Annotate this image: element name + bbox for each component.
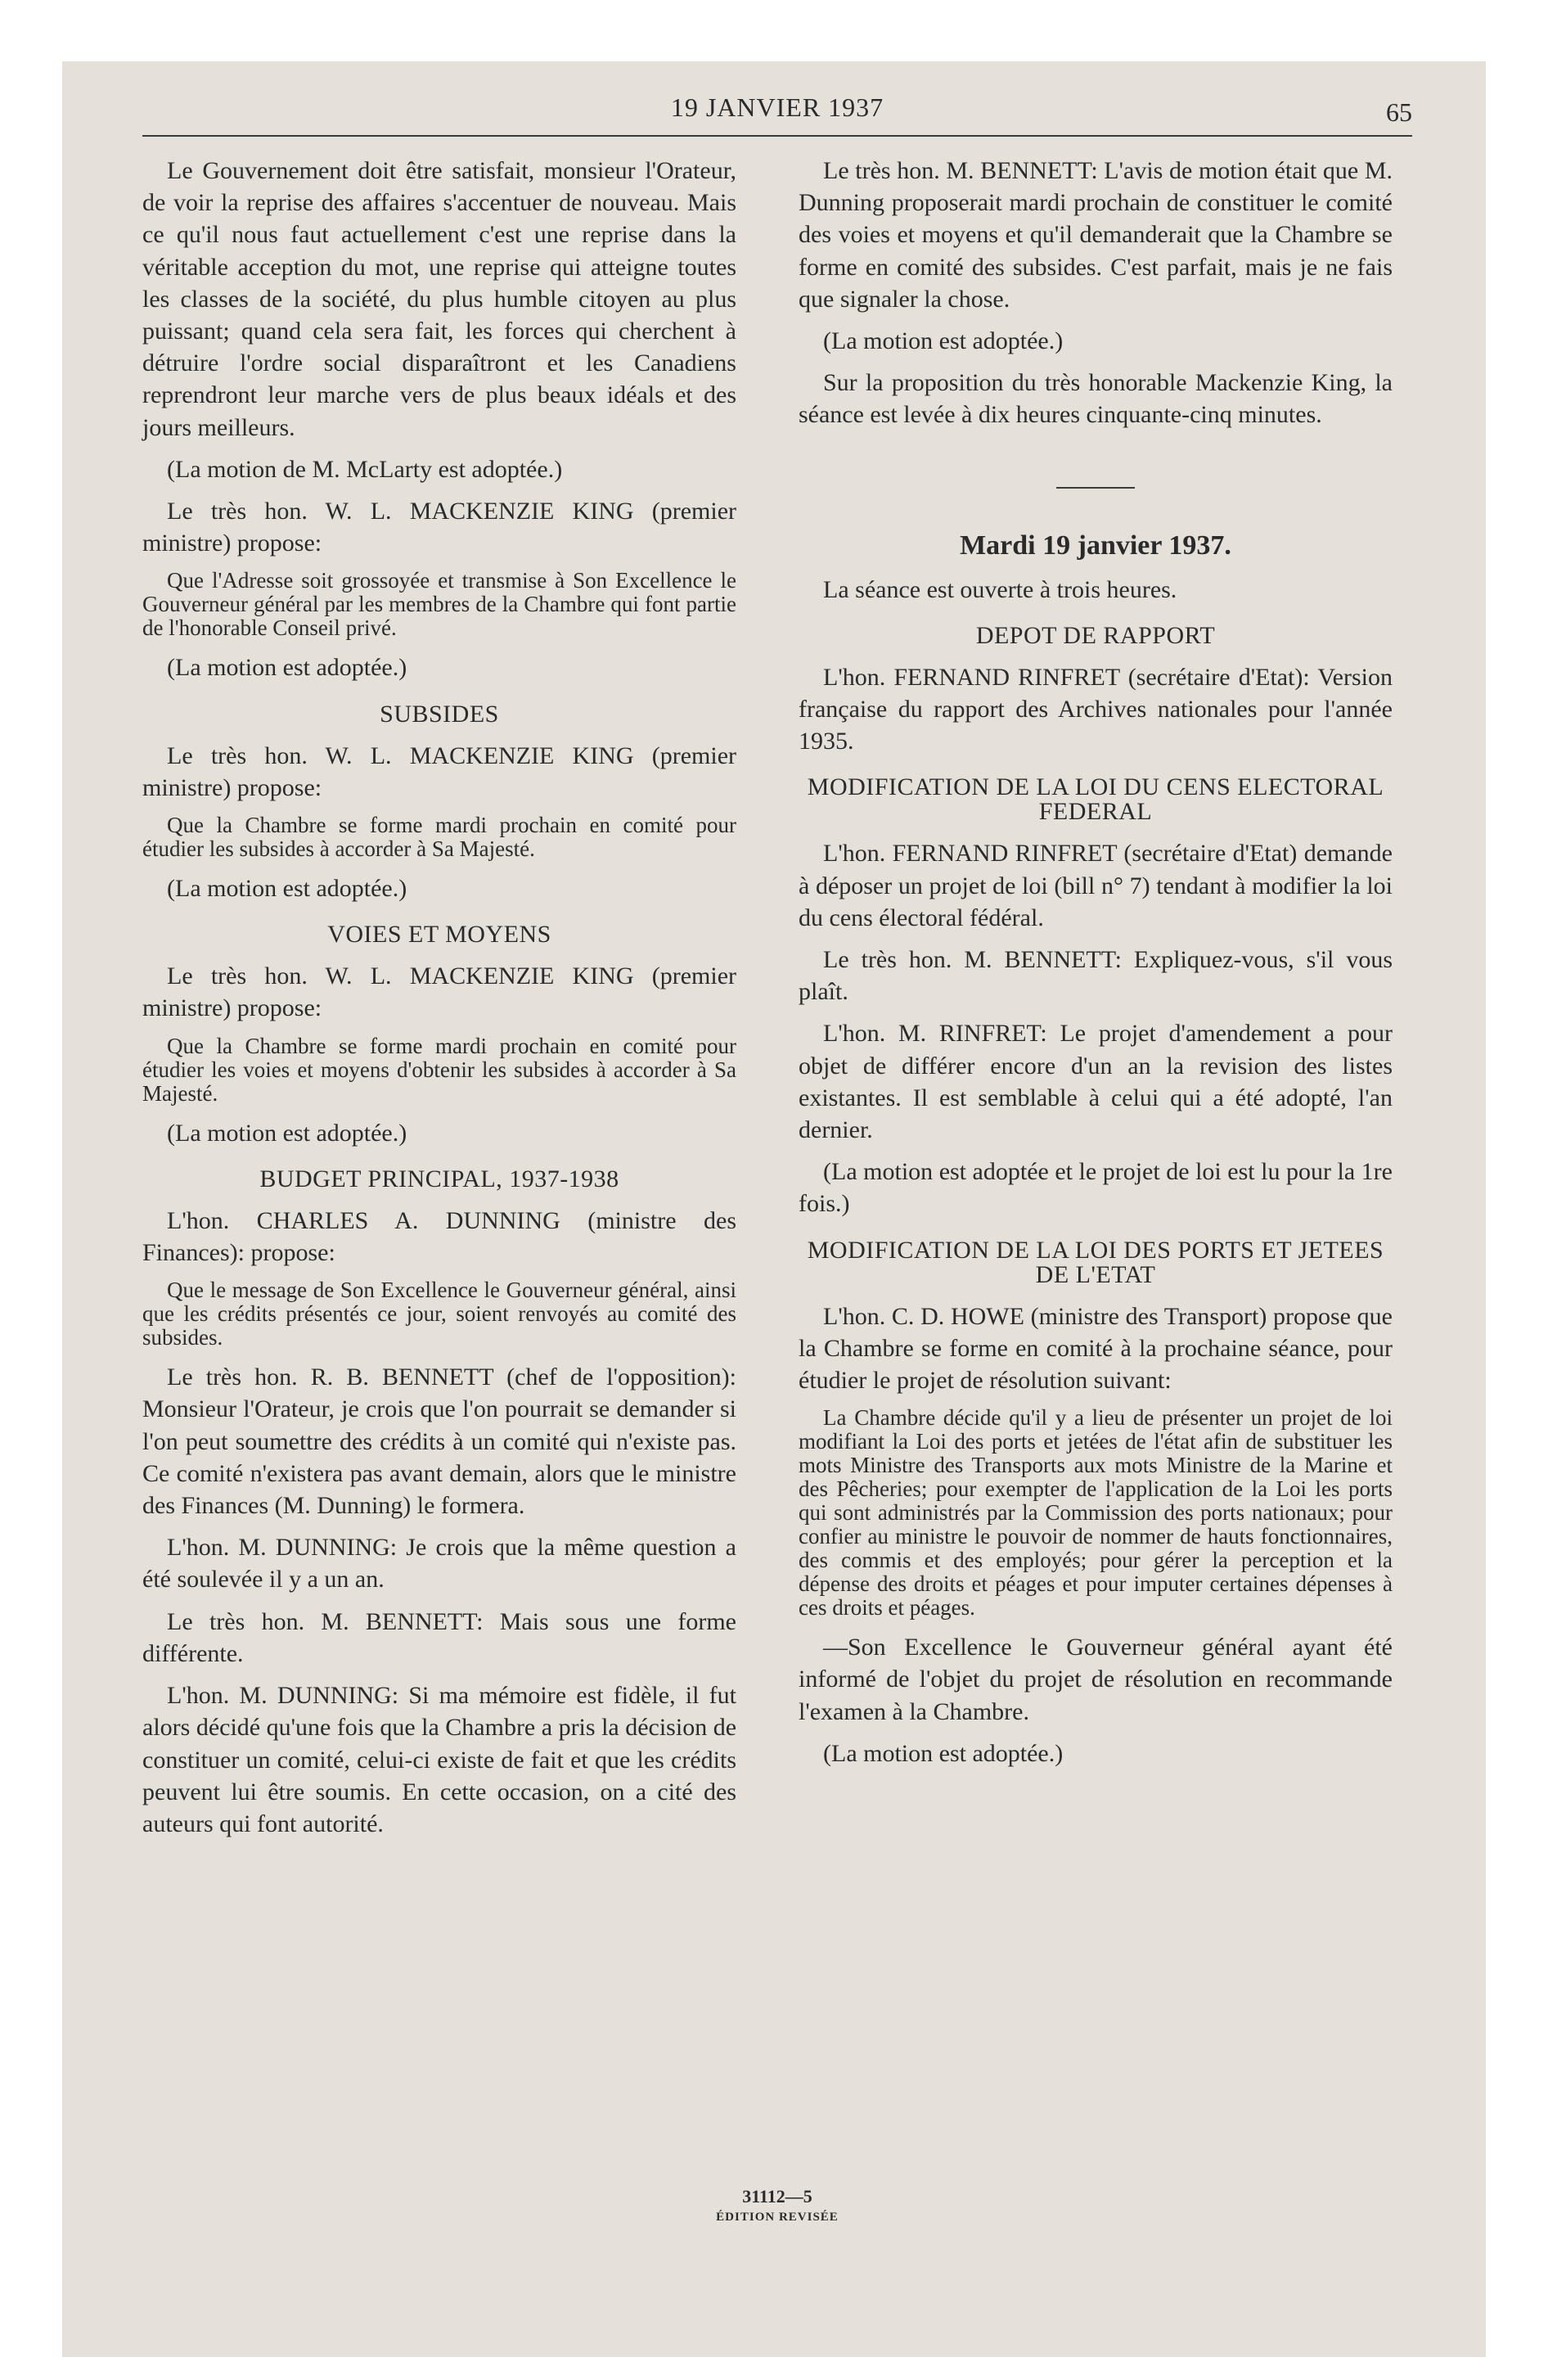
paragraph: (La motion est adoptée.) [167, 875, 407, 903]
left-column [142, 155, 736, 1850]
paragraph: Le très hon. W. L. MACKENZIE KING (premier ministre) propose: [142, 498, 736, 557]
columns [142, 155, 1412, 2103]
section-divider [1056, 487, 1135, 489]
paragraph: Le très hon. M. BENNETT: Expliquez-vous, s'il vous plaît. [799, 946, 1393, 1006]
section-heading: DEPOT DE RAPPORT [975, 621, 1216, 649]
page-footer [142, 2185, 1412, 2226]
paragraph: (La motion est adoptée et le projet de loi est lu pour la 1re fois.) [799, 1158, 1393, 1218]
motion-text: Que le message de Son Excellence le Gouverneur général, ainsi que les crédits présentés ce jour, soient renvoyés au comité des subsides. [142, 1278, 736, 1350]
paragraph: (La motion est adoptée.) [167, 654, 407, 682]
section-heading: VOIES ET MOYENS [327, 921, 551, 949]
running-head [142, 86, 1412, 137]
paragraph: Le très hon. W. L. MACKENZIE KING (premier ministre) propose: [142, 741, 736, 801]
paragraph: Le très hon. M. BENNETT: Mais sous une forme différente. [142, 1607, 736, 1667]
resolution-text: La Chambre décide qu'il y a lieu de présenter un projet de loi modifiant la Loi des ports et jetées de l'état afin de substituer les mots Ministre des Transports aux mots Ministre de la Marine et des Pêcheries; pour exempter de l'application de la Loi les ports qui sont administrés par la Commission des ports nationaux; pour confier au ministre le pouvoir de nommer de hauts fonctionnaires, des commis et des employés; pour gérer la perception et la dépense des droits et péages et pour imputer certaines dépenses à ces droits et péages. [799, 1405, 1393, 1620]
paragraph: L'hon. M. DUNNING: Si ma mémoire est fidèle, il fut alors décidé qu'une fois que la Chambre a pris la décision de constituer un comité, celui-ci existe de fait et que les crédits peuvent lui être soumis. En cette occasion, on a cité des auteurs qui font autorité. [142, 1682, 737, 1837]
paragraph: Le très hon. W. L. MACKENZIE KING (premier ministre) propose: [142, 962, 736, 1022]
print-code: 31112—5 [742, 2186, 812, 2206]
paragraph: L'hon. FERNAND RINFRET (secrétaire d'Etat) demande à déposer un projet de loi (bill n° 7) tendant à modifier la loi du cens électoral fédéral. [799, 840, 1393, 931]
paragraph: L'hon. FERNAND RINFRET (secrétaire d'Etat): Version française du rapport des Archives nationales pour l'année 1935. [799, 663, 1393, 755]
paragraph: (La motion est adoptée.) [823, 1739, 1064, 1767]
hansard-page [142, 86, 1412, 2224]
section-heading: MODIFICATION DE LA LOI DU CENS ELECTORAL FEDERAL [807, 773, 1384, 826]
section-heading: BUDGET PRINCIPAL, 1937-1938 [259, 1165, 619, 1192]
motion-text: Que l'Adresse soit grossoyée et transmise à Son Excellence le Gouverneur général par les membres de la Chambre qui font partie de l'honorable Conseil privé. [142, 568, 736, 641]
paragraph: La séance est ouverte à trois heures. [823, 575, 1177, 603]
edition-label: ÉDITION REVISÉE [716, 2211, 839, 2224]
paragraph: —Son Excellence le Gouverneur général ayant été informé de l'objet du projet de résolution en recommande l'examen à la Chambre. [799, 1634, 1393, 1725]
motion-text: Que la Chambre se forme mardi prochain en comité pour étudier les subsides à accorder à Sa Majesté. [142, 813, 736, 862]
section-heading: MODIFICATION DE LA LOI DES PORTS ET JETEES DE L'ETAT [807, 1236, 1384, 1288]
paragraph: Le Gouvernement doit être satisfait, monsieur l'Orateur, de voir la reprise des affaires s'accentuer de nouveau. Mais ce qu'il nous faut actuellement c'est une reprise dans la véritable acception du mot, une reprise qui atteigne toutes les classes de la société, du plus humble citoyen au plus puissant; quand cela sera fait, les forces qui cherchent à détruire l'ordre social disparaîtront et les Canadiens reprendront leur marche vers de plus beaux idéals et des jours meilleurs. [142, 157, 736, 441]
sitting-title: Mardi 19 janvier 1937. [960, 530, 1231, 561]
header-date: 19 JANVIER 1937 [670, 92, 884, 122]
paragraph: Le très hon. R. B. BENNETT (chef de l'opposition): Monsieur l'Orateur, je crois que l'on pourrait se demander si l'on peut soumettre des crédits à un comité qui n'existe pas. Ce comité n'existera pas avant demain, alors que le ministre des Finances (M. Dunning) le formera. [142, 1364, 736, 1520]
paragraph: (La motion de M. McLarty est adoptée.) [167, 455, 563, 483]
paragraph: L'hon. M. DUNNING: Je crois que la même question a été soulevée il y a un an. [142, 1534, 736, 1593]
paragraph: L'hon. M. RINFRET: Le projet d'amendement a pour objet de différer encore d'un an la revision des listes existantes. Il est semblable à celui qui a été adopté, l'an dernier. [799, 1020, 1393, 1144]
right-column [799, 155, 1393, 1779]
page-number: 65 [1386, 97, 1412, 127]
paragraph: (La motion est adoptée.) [823, 327, 1064, 355]
motion-text: Que la Chambre se forme mardi prochain en comité pour étudier les voies et moyens d'obtenir les subsides à accorder à Sa Majesté. [142, 1033, 736, 1106]
paragraph: L'hon. CHARLES A. DUNNING (ministre des Finances): propose: [142, 1206, 736, 1267]
paragraph: Le très hon. M. BENNETT: L'avis de motion était que M. Dunning proposerait mardi prochain de constituer le comité des voies et moyens et qu'il demanderait que la Chambre se forme en comité des subsides. C'est parfait, mais je ne fais que signaler la chose. [799, 157, 1393, 313]
section-heading: SUBSIDES [380, 700, 499, 728]
paragraph: L'hon. C. D. HOWE (ministre des Transport) propose que la Chambre se forme en comité à la prochaine séance, pour étudier le projet de résolution suivant: [799, 1302, 1393, 1395]
paragraph: (La motion est adoptée.) [167, 1119, 407, 1147]
paragraph: Sur la proposition du très honorable Mackenzie King, la séance est levée à dix heures cinquante-cinq minutes. [799, 369, 1393, 429]
